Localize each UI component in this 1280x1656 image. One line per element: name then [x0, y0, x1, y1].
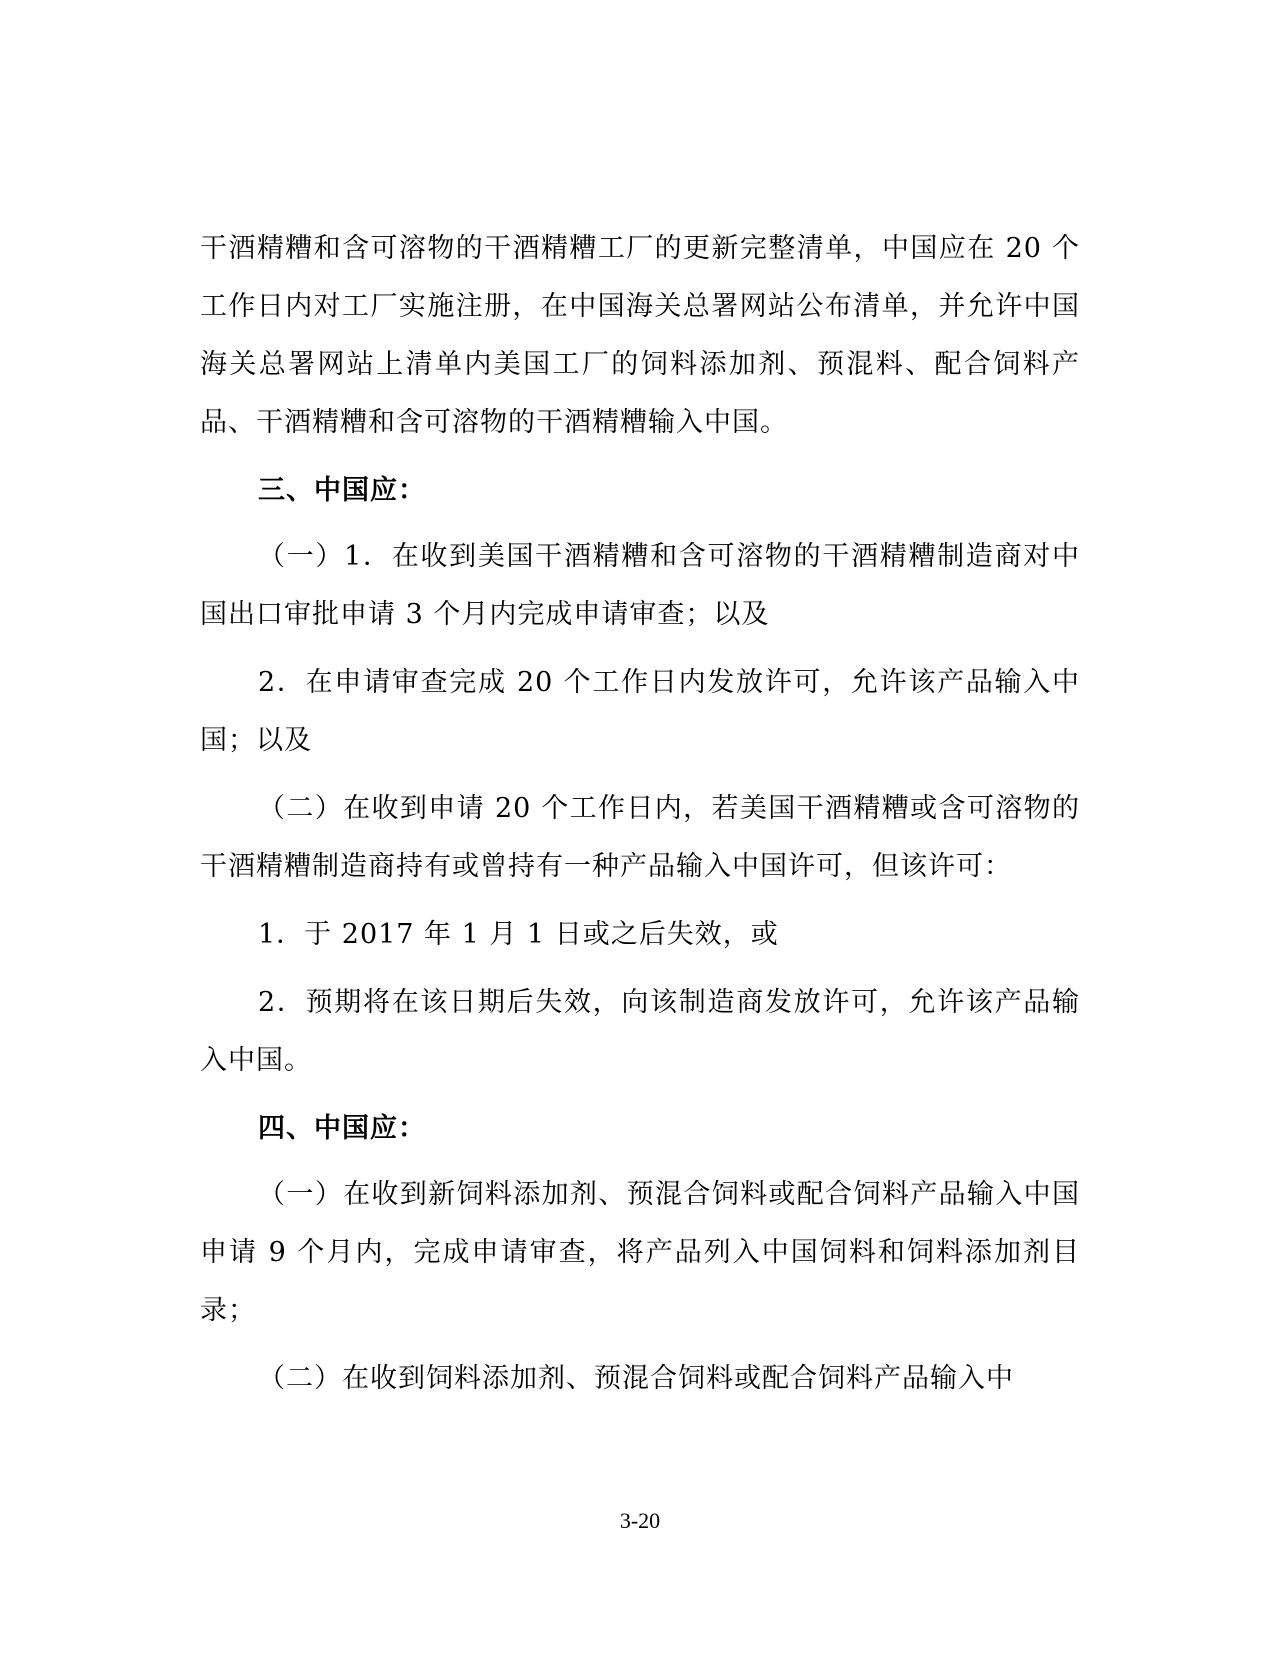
paragraph-continued: 干酒精糟和含可溶物的干酒精糟工厂的更新完整清单，中国应在 20 个工作日内对工厂实施注册，在中国海关总署网站公布清单，并允许中国海关总署网站上清单内美国工厂的饲料添加剂、预混料、配合饲料产品、干酒精糟和含可溶物的干酒精糟输入中国。 [200, 233, 1080, 438]
paragraph-item-2-1: 1．于 2017 年 1 月 1 日或之后失效，或 [258, 919, 779, 950]
page-number: 3-20 [619, 1508, 661, 1533]
paragraph-four-item-1: （一）在收到新饲料添加剂、预混合饲料或配合饲料产品输入中国申请 9 个月内，完成申请审查，将产品列入中国饲料和饲料添加剂目录； [200, 1179, 1080, 1326]
document-body [200, 220, 1080, 1418]
paragraph-four-item-2: （二）在收到饲料添加剂、预混合饲料或配合饲料产品输入中 [258, 1363, 1014, 1394]
section-heading-three: 三、中国应： [258, 475, 426, 506]
paragraph-item-2-2: 2．预期将在该日期后失效，向该制造商发放许可，允许该产品输入中国。 [200, 987, 1080, 1076]
paragraph-item-1-2: 2．在申请审查完成 20 个工作日内发放许可，允许该产品输入中国；以及 [200, 667, 1080, 756]
paragraph-item-2: （二）在收到申请 20 个工作日内，若美国干酒精糟或含可溶物的干酒精糟制造商持有或曾持有一种产品输入中国许可，但该许可： [200, 793, 1080, 882]
paragraph-item-1-1: （一）1．在收到美国干酒精糟和含可溶物的干酒精糟制造商对中国出口审批申请 3 个月内完成申请审查；以及 [200, 541, 1080, 630]
section-heading-four: 四、中国应： [258, 1113, 426, 1144]
